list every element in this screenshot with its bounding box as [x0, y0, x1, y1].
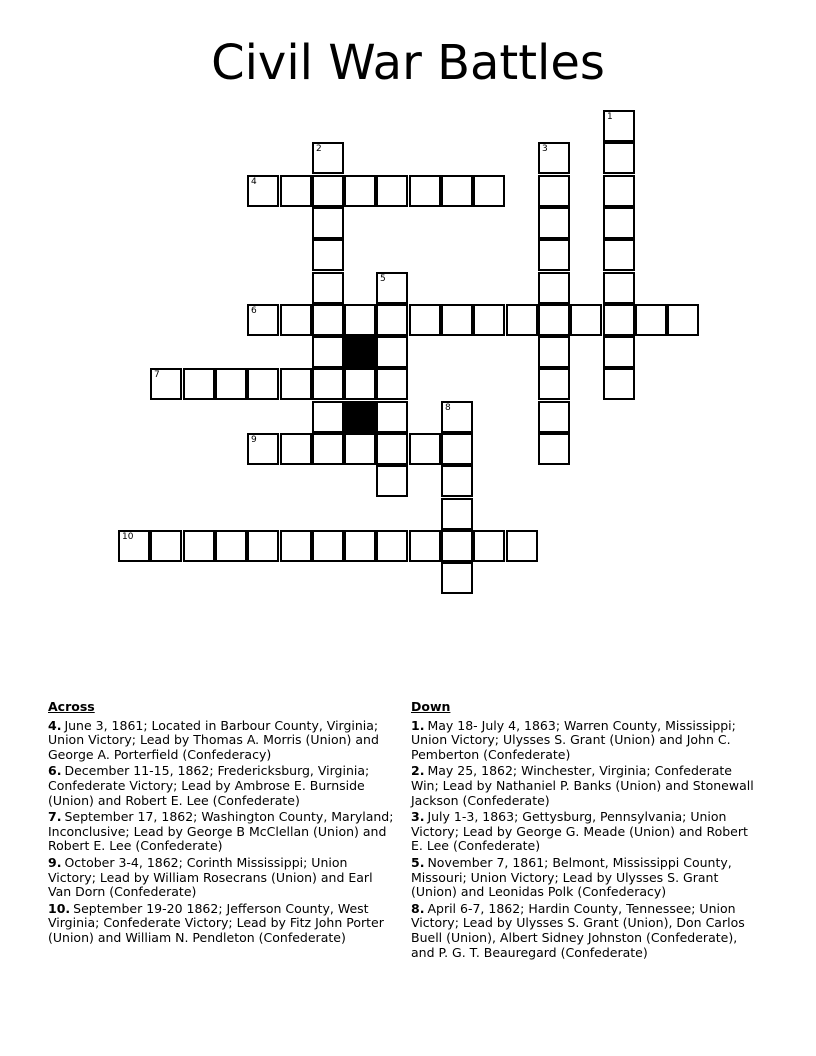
across-clue [48, 856, 398, 900]
grid-cell[interactable] [603, 368, 635, 400]
grid-cell[interactable] [667, 304, 699, 336]
grid-cell[interactable] [312, 530, 344, 562]
down-heading: Down [411, 699, 451, 714]
grid-cell[interactable] [538, 401, 570, 433]
black-square [344, 401, 376, 433]
grid-cell[interactable] [312, 304, 344, 336]
down-clue [411, 810, 761, 854]
across-clue [48, 902, 398, 946]
grid-cell[interactable] [538, 207, 570, 239]
grid-cell[interactable] [603, 207, 635, 239]
across-clue [48, 719, 398, 763]
clue-number-label: 2 [316, 144, 322, 154]
grid-cell[interactable] [441, 530, 473, 562]
grid-cell[interactable] [344, 433, 376, 465]
clue-number: 5. [411, 854, 425, 870]
grid-cell[interactable] [312, 336, 344, 368]
clue-text: December 11-15, 1862; Fredericksburg, Virginia; Confederate Victory; Lead by Ambrose E. Burnside (Union) and Robert E. Lee (Confederate) [48, 763, 370, 808]
grid-cell[interactable] [441, 175, 473, 207]
clue-number: 7. [48, 809, 62, 825]
clue-number-label: 1 [607, 112, 613, 122]
across-heading: Across [48, 699, 95, 714]
grid-cell[interactable] [280, 368, 312, 400]
grid-cell[interactable] [312, 368, 344, 400]
grid-cell[interactable] [538, 142, 570, 174]
across-clues [48, 700, 398, 948]
grid-cell[interactable] [473, 175, 505, 207]
grid-cell[interactable] [603, 272, 635, 304]
grid-cell[interactable] [603, 110, 635, 142]
grid-cell[interactable] [603, 336, 635, 368]
grid-cell[interactable] [215, 368, 247, 400]
clue-text: May 18- July 4, 1863; Warren County, Mississippi; Union Victory; Ulysses S. Grant (Union) and John C. Pemberton (Confederate) [411, 717, 736, 762]
down-clue [411, 764, 761, 808]
clue-number-label: 10 [122, 532, 134, 542]
grid-cell[interactable] [247, 530, 279, 562]
clue-number: 8. [411, 900, 425, 916]
grid-cell[interactable] [538, 304, 570, 336]
grid-cell[interactable] [312, 175, 344, 207]
down-clues [411, 700, 761, 962]
grid-cell[interactable] [409, 433, 441, 465]
grid-cell[interactable] [247, 368, 279, 400]
grid-cell[interactable] [376, 304, 408, 336]
grid-cell[interactable] [376, 433, 408, 465]
grid-cell[interactable] [344, 368, 376, 400]
grid-cell[interactable] [473, 304, 505, 336]
grid-cell[interactable] [312, 401, 344, 433]
grid-cell[interactable] [150, 530, 182, 562]
grid-cell[interactable] [409, 530, 441, 562]
grid-cell[interactable] [344, 175, 376, 207]
grid-cell[interactable] [312, 272, 344, 304]
grid-cell[interactable] [280, 433, 312, 465]
clue-text: September 19-20 1862; Jefferson County, West Virginia; Confederate Victory; Lead by Fitz John Porter (Union) and William N. Pendleton (Confederate) [48, 900, 384, 945]
down-clue [411, 856, 761, 900]
grid-cell[interactable] [280, 304, 312, 336]
grid-cell[interactable] [183, 530, 215, 562]
clue-text: May 25, 1862; Winchester, Virginia; Confederate Win; Lead by Nathaniel P. Banks (Union) and Stonewall Jackson (Confederate) [411, 763, 754, 808]
grid-cell[interactable] [376, 530, 408, 562]
grid-cell[interactable] [247, 304, 279, 336]
grid-cell[interactable] [118, 530, 150, 562]
grid-cell[interactable] [473, 530, 505, 562]
clue-text: June 3, 1861; Located in Barbour County, Virginia; Union Victory; Lead by Thomas A. Morris (Union) and George A. Porterfield (Confederacy) [48, 717, 379, 762]
clue-number-label: 4 [251, 177, 257, 187]
clue-number: 9. [48, 854, 62, 870]
grid-cell[interactable] [376, 368, 408, 400]
grid-cell[interactable] [441, 498, 473, 530]
grid-cell[interactable] [376, 465, 408, 497]
clue-text: July 1-3, 1863; Gettysburg, Pennsylvania; Union Victory; Lead by George G. Meade (Union) and Robert E. Lee (Confederate) [411, 809, 748, 854]
grid-cell[interactable] [441, 433, 473, 465]
clue-number-label: 9 [251, 435, 257, 445]
puzzle-title: Civil War Battles [211, 35, 605, 91]
grid-cell[interactable] [150, 368, 182, 400]
grid-cell[interactable] [441, 465, 473, 497]
grid-cell[interactable] [312, 142, 344, 174]
grid-cell[interactable] [506, 530, 538, 562]
clue-number-label: 8 [445, 403, 451, 413]
grid-cell[interactable] [441, 304, 473, 336]
grid-cell[interactable] [344, 530, 376, 562]
clue-number-label: 6 [251, 306, 257, 316]
clue-text: October 3-4, 1862; Corinth Mississippi; Union Victory; Lead by William Rosecrans (Union) and Earl Van Dorn (Confederate) [48, 854, 373, 900]
grid-cell[interactable] [570, 304, 602, 336]
grid-cell[interactable] [538, 239, 570, 271]
clue-text: November 7, 1861; Belmont, Mississippi County, Missouri; Union Victory; Lead by Ulysses S. Grant (Union) and Leonidas Polk (Confederacy) [411, 854, 732, 900]
grid-cell[interactable] [312, 433, 344, 465]
grid-cell[interactable] [538, 368, 570, 400]
grid-cell[interactable] [409, 175, 441, 207]
grid-cell[interactable] [603, 142, 635, 174]
grid-cell[interactable] [280, 175, 312, 207]
grid-cell[interactable] [603, 304, 635, 336]
grid-cell[interactable] [538, 272, 570, 304]
grid-cell[interactable] [247, 175, 279, 207]
grid-cell[interactable] [538, 336, 570, 368]
grid-cell[interactable] [376, 401, 408, 433]
grid-cell[interactable] [344, 304, 376, 336]
grid-cell[interactable] [247, 433, 279, 465]
grid-cell[interactable] [376, 272, 408, 304]
grid-cell[interactable] [376, 336, 408, 368]
grid-cell[interactable] [215, 530, 247, 562]
grid-cell[interactable] [183, 368, 215, 400]
down-clue [411, 719, 761, 763]
grid-cell[interactable] [280, 530, 312, 562]
clue-number: 3. [411, 809, 425, 825]
grid-cell[interactable] [603, 175, 635, 207]
grid-cell[interactable] [312, 239, 344, 271]
clue-number: 1. [411, 717, 425, 733]
grid-cell[interactable] [538, 433, 570, 465]
black-square [344, 336, 376, 368]
clue-number-label: 5 [380, 274, 386, 284]
grid-cell[interactable] [441, 401, 473, 433]
clue-number: 2. [411, 763, 425, 779]
clue-number: 10. [48, 900, 71, 916]
grid-cell[interactable] [635, 304, 667, 336]
clue-text: September 17, 1862; Washington County, Maryland; Inconclusive; Lead by George B McClellan (Union) and Robert E. Lee (Confederate) [48, 809, 394, 854]
grid-cell[interactable] [409, 304, 441, 336]
clue-number-label: 3 [542, 144, 548, 154]
grid-cell[interactable] [538, 175, 570, 207]
grid-cell[interactable] [603, 239, 635, 271]
grid-cell[interactable] [376, 175, 408, 207]
clue-number: 6. [48, 763, 62, 779]
clue-text: April 6-7, 1862; Hardin County, Tennessee; Union Victory; Lead by Ulysses S. Grant (Union), Don Carlos Buell (Union), Albert Sidney Johnston (Confederate), and P. G. T. Beauregard (Confederate) [411, 900, 745, 960]
grid-cell[interactable] [506, 304, 538, 336]
down-clue [411, 902, 761, 960]
grid-cell[interactable] [312, 207, 344, 239]
clue-number-label: 7 [154, 370, 160, 380]
grid-cell[interactable] [441, 562, 473, 594]
across-clue [48, 810, 398, 854]
clue-number: 4. [48, 717, 62, 733]
across-clue [48, 764, 398, 808]
